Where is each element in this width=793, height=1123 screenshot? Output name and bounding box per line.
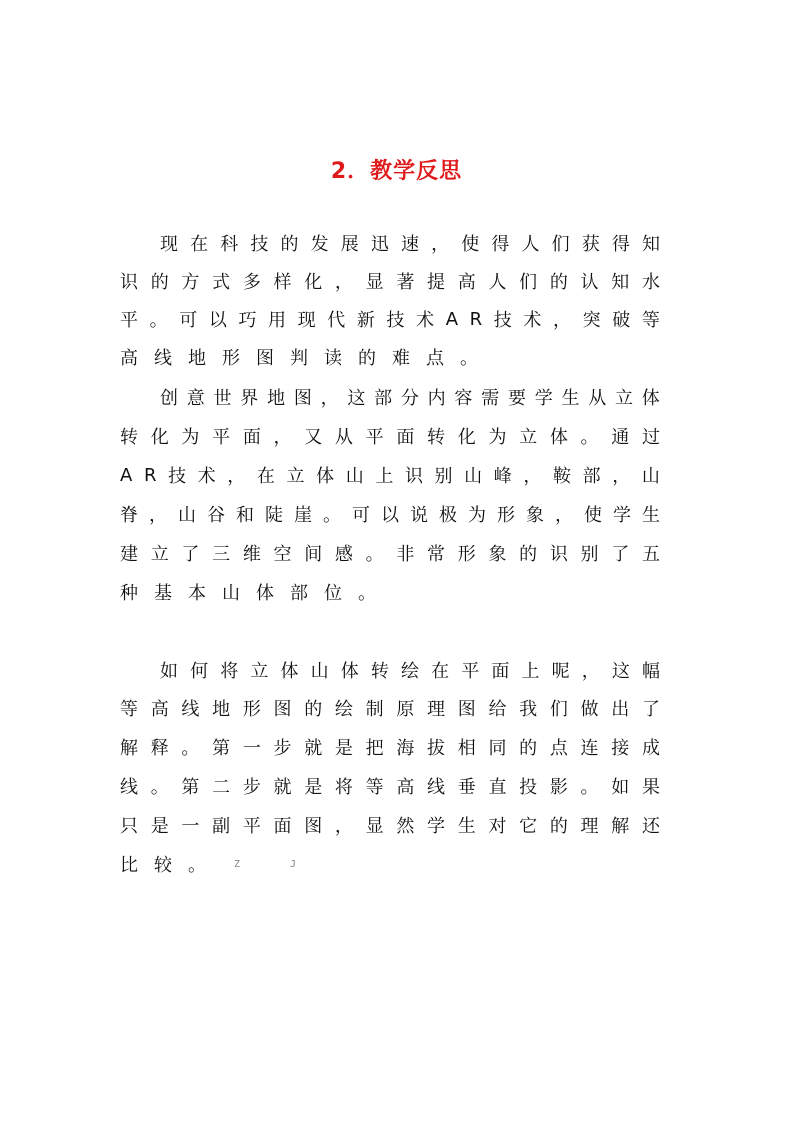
text-char: 本 bbox=[188, 583, 206, 604]
text-char: ， bbox=[555, 505, 573, 526]
paragraph-2-line-6 bbox=[120, 578, 660, 606]
text-char: 技 bbox=[168, 466, 187, 487]
text-char: 山 bbox=[345, 466, 364, 487]
text-char: 二 bbox=[212, 777, 231, 798]
text-char: A bbox=[120, 464, 133, 486]
text-char: 。 bbox=[323, 505, 341, 526]
paragraph-3-line-3 bbox=[120, 733, 660, 761]
text-char: 。 bbox=[188, 855, 206, 876]
text-char: 人 bbox=[521, 234, 540, 255]
text-char: 影 bbox=[549, 777, 568, 798]
text-char: 体 bbox=[316, 466, 335, 487]
paragraph-1-line-2 bbox=[120, 267, 660, 295]
text-char: 部 bbox=[374, 388, 393, 409]
text-char: 常 bbox=[427, 544, 446, 565]
text-char: 需 bbox=[481, 388, 500, 409]
text-char: 是 bbox=[304, 777, 323, 798]
text-char: 了 bbox=[611, 544, 630, 565]
text-char: 就 bbox=[304, 738, 323, 759]
text-char: 转 bbox=[427, 427, 446, 448]
text-char: 五 bbox=[641, 544, 660, 565]
text-char: 间 bbox=[304, 544, 323, 565]
text-char: 体 bbox=[340, 661, 359, 682]
text-char: 显 bbox=[365, 272, 384, 293]
paragraph-2-line-1 bbox=[160, 383, 660, 411]
text-char: 呢 bbox=[551, 661, 570, 682]
text-char: 化 bbox=[150, 427, 169, 448]
text-char: 展 bbox=[340, 234, 359, 255]
text-char: 海 bbox=[396, 738, 415, 759]
paragraph-3-line-1 bbox=[160, 656, 660, 684]
text-char: 图 bbox=[457, 699, 476, 720]
text-char: 式 bbox=[212, 272, 231, 293]
text-char: 三 bbox=[212, 544, 231, 565]
text-char: 可 bbox=[352, 505, 370, 526]
text-char: 形 bbox=[242, 699, 261, 720]
text-char: 是 bbox=[150, 816, 169, 837]
text-char: 样 bbox=[273, 272, 292, 293]
text-char: 代 bbox=[327, 310, 346, 331]
text-char: ， bbox=[612, 466, 631, 487]
text-char: 比 bbox=[120, 855, 138, 876]
text-char: 多 bbox=[242, 272, 261, 293]
paragraph-3-line-2 bbox=[120, 694, 660, 722]
text-char: 容 bbox=[454, 388, 473, 409]
text-char: 出 bbox=[611, 699, 630, 720]
text-char: 较 bbox=[154, 855, 172, 876]
text-char: ， bbox=[334, 272, 353, 293]
text-char: 做 bbox=[580, 699, 599, 720]
text-char: 线 bbox=[154, 348, 172, 369]
text-char: 山 bbox=[464, 466, 483, 487]
text-char: 学 bbox=[613, 505, 631, 526]
text-char: 可 bbox=[179, 310, 198, 331]
text-char: 还 bbox=[641, 816, 660, 837]
text-char: 象 bbox=[488, 544, 507, 565]
text-char: 谷 bbox=[207, 505, 225, 526]
text-char: 地 bbox=[212, 699, 231, 720]
text-char: 的 bbox=[519, 738, 538, 759]
text-char: 从 bbox=[334, 427, 353, 448]
text-char: 学 bbox=[427, 816, 446, 837]
text-char: 术 bbox=[197, 466, 216, 487]
text-char: 术 bbox=[523, 310, 542, 331]
text-char: 生 bbox=[561, 388, 580, 409]
paragraph-2-line-5 bbox=[120, 539, 660, 567]
text-char: 平 bbox=[461, 661, 480, 682]
text-char: 象 bbox=[526, 505, 544, 526]
text-char: 体 bbox=[549, 427, 568, 448]
text-char: 立 bbox=[615, 388, 634, 409]
text-char: 技 bbox=[386, 310, 405, 331]
text-char: 。 bbox=[149, 310, 168, 331]
text-char: 面 bbox=[242, 427, 261, 448]
text-char: 速 bbox=[401, 234, 419, 255]
text-char: 对 bbox=[488, 816, 507, 837]
text-char: 的 bbox=[280, 234, 299, 255]
text-char: 体 bbox=[256, 583, 274, 604]
text-char: ， bbox=[552, 310, 571, 331]
text-char: 平 bbox=[242, 816, 261, 837]
text-char: 极 bbox=[439, 505, 457, 526]
text-char: 读 bbox=[324, 348, 342, 369]
text-char: 拔 bbox=[427, 738, 446, 759]
text-char: 学 bbox=[534, 388, 553, 409]
text-char: R bbox=[143, 464, 157, 486]
text-char: 它 bbox=[519, 816, 538, 837]
text-char: 新 bbox=[356, 310, 375, 331]
text-char: 为 bbox=[488, 427, 507, 448]
text-char: 提 bbox=[427, 272, 446, 293]
text-char: 别 bbox=[434, 466, 453, 487]
text-char: 步 bbox=[242, 777, 261, 798]
text-char: 得 bbox=[491, 234, 510, 255]
text-char: 在 bbox=[431, 661, 450, 682]
text-char: 上 bbox=[521, 661, 540, 682]
text-char: 现 bbox=[297, 310, 316, 331]
text-char: 接 bbox=[611, 738, 630, 759]
paragraph-3-line-5 bbox=[120, 811, 660, 839]
text-char: 原 bbox=[396, 699, 415, 720]
text-char: 图 bbox=[273, 699, 292, 720]
section-title: 2．教学反思 bbox=[330, 159, 463, 184]
text-char: 立 bbox=[519, 427, 538, 448]
text-char: 地 bbox=[188, 348, 206, 369]
text-char: 为 bbox=[468, 505, 486, 526]
text-char: 直 bbox=[488, 777, 507, 798]
text-char: 连 bbox=[580, 738, 599, 759]
text-char: 了 bbox=[181, 544, 200, 565]
text-char: 使 bbox=[461, 234, 480, 255]
text-char: 第 bbox=[212, 738, 231, 759]
text-char: 用 bbox=[268, 310, 287, 331]
text-char: 陡 bbox=[265, 505, 283, 526]
text-char: 世 bbox=[213, 388, 232, 409]
text-char: 术 bbox=[416, 310, 435, 331]
text-char: 建 bbox=[120, 544, 138, 565]
text-char: 的 bbox=[150, 272, 169, 293]
text-char: 形 bbox=[497, 505, 515, 526]
text-char: 体 bbox=[641, 388, 660, 409]
text-char: 突 bbox=[582, 310, 601, 331]
text-char: 。 bbox=[580, 427, 599, 448]
text-char: 上 bbox=[375, 466, 394, 487]
text-char: 。 bbox=[460, 348, 478, 369]
text-char: 山 bbox=[641, 466, 660, 487]
text-char: 这 bbox=[347, 388, 366, 409]
text-char: 巧 bbox=[238, 310, 257, 331]
text-char: 水 bbox=[641, 272, 660, 293]
text-char: 立 bbox=[286, 466, 305, 487]
text-char: 面 bbox=[273, 816, 292, 837]
text-char: ， bbox=[149, 505, 167, 526]
paragraph-1-line-1 bbox=[160, 229, 660, 257]
text-char: 使 bbox=[584, 505, 602, 526]
text-char: 面 bbox=[491, 661, 510, 682]
text-char: 现 bbox=[160, 234, 178, 255]
text-char: 方 bbox=[181, 272, 200, 293]
text-char: 部 bbox=[582, 466, 601, 487]
text-char: 地 bbox=[267, 388, 286, 409]
text-char: 然 bbox=[396, 816, 415, 837]
text-char: 。 bbox=[181, 738, 200, 759]
text-char: 第 bbox=[181, 777, 200, 798]
text-char: 果 bbox=[641, 777, 660, 798]
text-char: 显 bbox=[365, 816, 384, 837]
text-char: 是 bbox=[334, 738, 353, 759]
text-char: 迅 bbox=[370, 234, 389, 255]
text-char: 破 bbox=[612, 310, 631, 331]
text-char: 生 bbox=[457, 816, 476, 837]
text-char: 部 bbox=[290, 583, 308, 604]
text-char: 难 bbox=[392, 348, 410, 369]
text-char: 平 bbox=[120, 310, 138, 331]
text-char: 分 bbox=[400, 388, 419, 409]
text-char: 平 bbox=[212, 427, 231, 448]
text-char: 一 bbox=[242, 738, 261, 759]
text-char: 我 bbox=[519, 699, 538, 720]
text-char: 这 bbox=[611, 661, 630, 682]
text-char: 山 bbox=[178, 505, 196, 526]
text-char: ， bbox=[581, 661, 600, 682]
text-char: ， bbox=[334, 816, 353, 837]
text-char: 们 bbox=[549, 699, 568, 720]
text-char: 同 bbox=[488, 738, 507, 759]
text-char: 为 bbox=[181, 427, 200, 448]
text-char: 著 bbox=[396, 272, 415, 293]
text-char: 在 bbox=[256, 466, 275, 487]
text-char: 图 bbox=[256, 348, 274, 369]
text-char: 科 bbox=[220, 234, 239, 255]
text-char: ， bbox=[431, 234, 450, 255]
text-char: 要 bbox=[507, 388, 526, 409]
text-char: 将 bbox=[220, 661, 239, 682]
text-char: 的 bbox=[358, 348, 376, 369]
text-char: 幅 bbox=[642, 661, 660, 682]
text-char: 线 bbox=[120, 777, 138, 798]
text-char: 鞍 bbox=[552, 466, 571, 487]
text-char: 将 bbox=[334, 777, 353, 798]
text-char: 的 bbox=[549, 272, 568, 293]
text-char: 以 bbox=[381, 505, 399, 526]
text-char: 解 bbox=[120, 738, 138, 759]
text-char: 得 bbox=[611, 234, 630, 255]
text-char: 线 bbox=[427, 777, 446, 798]
text-char: 绘 bbox=[334, 699, 353, 720]
text-char: 形 bbox=[222, 348, 240, 369]
text-char: 峰 bbox=[493, 466, 512, 487]
text-char: 立 bbox=[150, 544, 169, 565]
text-char: 投 bbox=[519, 777, 538, 798]
text-char: 把 bbox=[365, 738, 384, 759]
text-char: 通 bbox=[611, 427, 630, 448]
text-char: 和 bbox=[236, 505, 254, 526]
text-char: 。 bbox=[358, 583, 376, 604]
text-char: R bbox=[469, 308, 483, 330]
text-char: 理 bbox=[427, 699, 446, 720]
text-char: 就 bbox=[273, 777, 292, 798]
trailing-mark: Z J bbox=[234, 858, 319, 870]
text-char: 种 bbox=[120, 583, 138, 604]
text-char: 成 bbox=[641, 738, 660, 759]
text-char: 理 bbox=[580, 816, 599, 837]
text-char: 形 bbox=[457, 544, 476, 565]
text-char: 绘 bbox=[401, 661, 419, 682]
text-char: 高 bbox=[150, 699, 169, 720]
text-char: 副 bbox=[212, 816, 231, 837]
text-char: 转 bbox=[370, 661, 389, 682]
text-char: 维 bbox=[242, 544, 261, 565]
text-char: 。 bbox=[150, 777, 169, 798]
text-char: 识 bbox=[549, 544, 568, 565]
text-char: 基 bbox=[154, 583, 172, 604]
text-char: 释 bbox=[150, 738, 169, 759]
text-char: 山 bbox=[222, 583, 240, 604]
text-char: 。 bbox=[365, 544, 384, 565]
text-char: 立 bbox=[250, 661, 269, 682]
text-char: 人 bbox=[488, 272, 507, 293]
text-char: 。 bbox=[580, 777, 599, 798]
text-char: 技 bbox=[250, 234, 269, 255]
text-char: 高 bbox=[120, 348, 138, 369]
text-char: 给 bbox=[488, 699, 507, 720]
text-char: 体 bbox=[280, 661, 299, 682]
text-char: 脊 bbox=[120, 505, 138, 526]
text-char: 图 bbox=[304, 816, 323, 837]
paragraph-3-line-4 bbox=[120, 772, 660, 800]
text-char: 非 bbox=[396, 544, 415, 565]
text-char: ， bbox=[273, 427, 292, 448]
text-char: ， bbox=[227, 466, 246, 487]
text-char: 内 bbox=[427, 388, 446, 409]
paragraph-2-line-3 bbox=[120, 461, 660, 489]
paragraph-3-line-6 bbox=[120, 850, 660, 878]
text-char: 一 bbox=[181, 816, 200, 837]
text-char: 知 bbox=[611, 272, 630, 293]
text-char: 们 bbox=[551, 234, 570, 255]
text-char: 创 bbox=[160, 388, 178, 409]
text-char: 又 bbox=[304, 427, 323, 448]
text-char: 相 bbox=[457, 738, 476, 759]
text-char: 说 bbox=[410, 505, 428, 526]
text-char: 的 bbox=[549, 816, 568, 837]
text-char: 感 bbox=[334, 544, 353, 565]
text-char: 点 bbox=[426, 348, 444, 369]
text-char: 在 bbox=[190, 234, 209, 255]
text-char: 认 bbox=[580, 272, 599, 293]
text-char: 转 bbox=[120, 427, 138, 448]
text-char: 界 bbox=[240, 388, 259, 409]
text-char: 过 bbox=[641, 427, 660, 448]
text-char: 位 bbox=[324, 583, 342, 604]
text-char: 等 bbox=[365, 777, 384, 798]
text-char: 判 bbox=[290, 348, 308, 369]
text-char: 从 bbox=[588, 388, 607, 409]
text-char: 技 bbox=[493, 310, 512, 331]
text-char: 化 bbox=[304, 272, 323, 293]
text-char: 线 bbox=[181, 699, 200, 720]
text-char: 高 bbox=[457, 272, 476, 293]
text-char: 知 bbox=[642, 234, 660, 255]
text-char: 获 bbox=[581, 234, 600, 255]
text-char: 们 bbox=[519, 272, 538, 293]
text-char: 如 bbox=[611, 777, 630, 798]
text-char: 何 bbox=[190, 661, 209, 682]
text-char: 点 bbox=[549, 738, 568, 759]
paragraph-1-line-4 bbox=[120, 343, 660, 371]
text-char: 识 bbox=[120, 272, 138, 293]
text-char: 步 bbox=[273, 738, 292, 759]
text-char: 的 bbox=[304, 699, 323, 720]
text-char: 图 bbox=[293, 388, 312, 409]
text-char: ， bbox=[320, 388, 339, 409]
text-char: 垂 bbox=[457, 777, 476, 798]
text-char: 如 bbox=[160, 661, 178, 682]
text-char: 以 bbox=[208, 310, 227, 331]
text-char: 只 bbox=[120, 816, 138, 837]
text-char: 等 bbox=[641, 310, 660, 331]
text-char: 的 bbox=[519, 544, 538, 565]
paragraph-1-line-3 bbox=[120, 305, 660, 333]
text-char: 等 bbox=[120, 699, 138, 720]
text-char: 发 bbox=[310, 234, 329, 255]
text-char: 崖 bbox=[294, 505, 312, 526]
text-char: 别 bbox=[580, 544, 599, 565]
text-char: 了 bbox=[641, 699, 660, 720]
paragraph-2-line-2 bbox=[120, 422, 660, 450]
text-char: 生 bbox=[642, 505, 660, 526]
text-char: 解 bbox=[611, 816, 630, 837]
text-char: 山 bbox=[310, 661, 329, 682]
text-char: 识 bbox=[404, 466, 423, 487]
text-char: 空 bbox=[273, 544, 292, 565]
text-char: ， bbox=[523, 466, 542, 487]
text-char: A bbox=[445, 308, 459, 330]
text-char: 化 bbox=[457, 427, 476, 448]
text-char: 高 bbox=[396, 777, 415, 798]
text-char: 意 bbox=[186, 388, 205, 409]
text-char: 面 bbox=[396, 427, 415, 448]
text-char: 平 bbox=[365, 427, 384, 448]
paragraph-2-line-4 bbox=[120, 500, 660, 528]
text-char: 制 bbox=[365, 699, 384, 720]
